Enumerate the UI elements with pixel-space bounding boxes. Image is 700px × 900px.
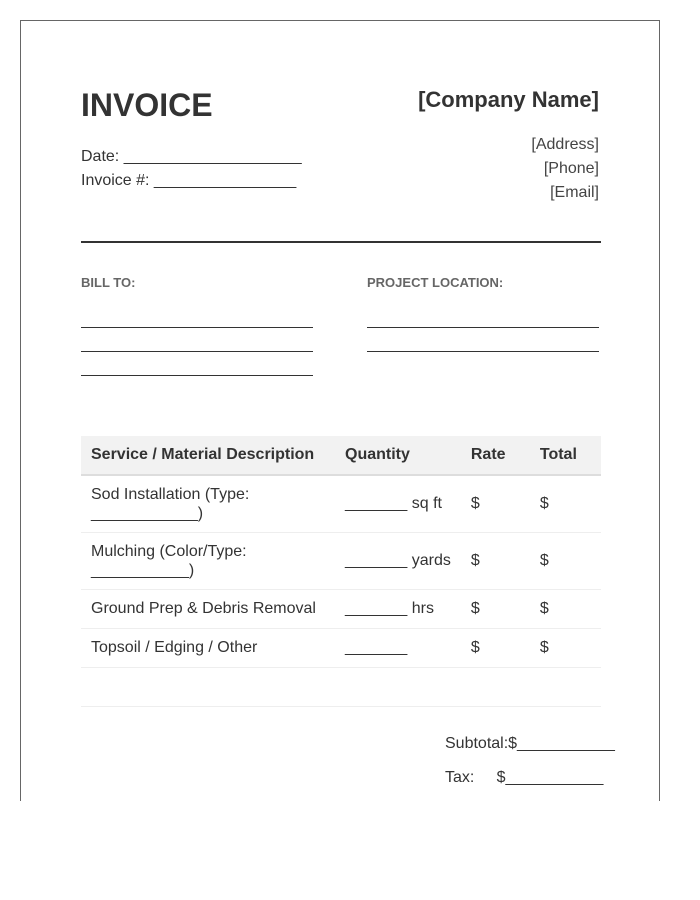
header-divider xyxy=(81,241,601,243)
table-row xyxy=(81,589,601,628)
row-rate: $ xyxy=(461,532,530,589)
company-phone: [Phone] xyxy=(543,160,599,177)
company-address: [Address] xyxy=(531,136,599,153)
header-rate: Rate xyxy=(461,436,530,475)
table-header-row xyxy=(81,436,601,475)
empty-cell xyxy=(530,667,601,706)
table-row xyxy=(81,628,601,667)
tax-field: Tax: $___________ xyxy=(445,769,604,786)
row-rate: $ xyxy=(461,589,530,628)
date-field: Date: ____________________ xyxy=(81,148,302,165)
table-row-empty xyxy=(81,667,601,706)
bill-to-line xyxy=(81,351,313,352)
invoice-sheet xyxy=(20,20,660,801)
company-name: [Company Name] xyxy=(418,87,599,112)
row-total: $ xyxy=(530,532,601,589)
empty-cell xyxy=(81,667,335,706)
bill-to-line xyxy=(81,375,313,376)
row-total: $ xyxy=(530,589,601,628)
row-description: Sod Installation (Type: ____________) xyxy=(81,475,335,532)
header-quantity: Quantity xyxy=(335,436,461,475)
project-location-line xyxy=(367,351,599,352)
project-location-label: PROJECT LOCATION: xyxy=(367,275,504,290)
row-quantity: _______ sq ft xyxy=(335,475,461,532)
line-items-table xyxy=(81,436,601,707)
table-row xyxy=(81,532,601,589)
header-description: Service / Material Description xyxy=(81,436,335,475)
bill-to-line xyxy=(81,327,313,328)
invoice-number-field: Invoice #: ________________ xyxy=(81,172,297,189)
row-description: Topsoil / Edging / Other xyxy=(81,628,335,667)
bill-to-label: BILL TO: xyxy=(81,275,136,290)
row-description: Mulching (Color/Type: ___________) xyxy=(81,532,335,589)
row-total: $ xyxy=(530,475,601,532)
row-quantity: _______ hrs xyxy=(335,589,461,628)
row-total: $ xyxy=(530,628,601,667)
row-rate: $ xyxy=(461,475,530,532)
header-total: Total xyxy=(530,436,601,475)
project-location-line xyxy=(367,327,599,328)
row-rate: $ xyxy=(461,628,530,667)
subtotal-field: Subtotal:$___________ xyxy=(445,735,615,752)
row-quantity: _______ yards xyxy=(335,532,461,589)
table-row xyxy=(81,475,601,532)
empty-cell xyxy=(335,667,461,706)
row-description: Ground Prep & Debris Removal xyxy=(81,589,335,628)
row-quantity: _______ xyxy=(335,628,461,667)
company-email: [Email] xyxy=(550,184,599,201)
invoice-title: INVOICE xyxy=(81,87,213,123)
empty-cell xyxy=(461,667,530,706)
